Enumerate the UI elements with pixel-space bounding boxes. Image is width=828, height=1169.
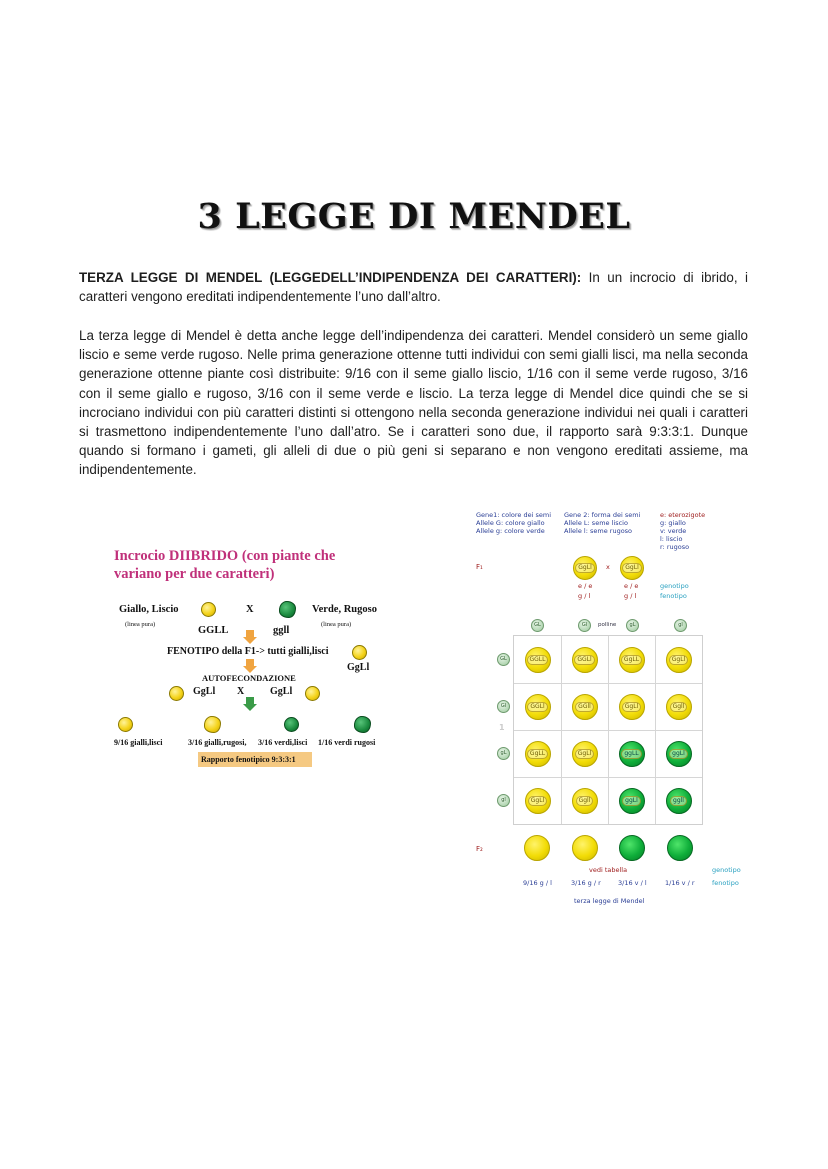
ovule-gamete-icon: GL [497,653,510,666]
cell-genotype: GgLL [527,749,548,759]
ovule-gamete-icon: gl [497,794,510,807]
cell-genotype: GgLl [575,749,594,759]
phenotype-row: g / l [624,592,637,600]
arrow-down-icon [243,697,257,711]
f1-genotype-b: GgLl [270,686,293,697]
parent1-note: (linea pura) [125,621,156,628]
cell-genotype: Ggll [670,702,688,712]
cell-genotype: GGLl [527,702,547,712]
yellow-pea-icon [572,694,598,720]
intro-text: In un incrocio di ibrido, i caratteri vengono ereditati indipendentemente l’uno dall’altro. [79,270,748,305]
cell-genotype: ggLl [622,796,641,806]
yellow-pea-icon [572,788,598,814]
page-title: 3 LEGGE DI MENDEL [197,196,631,237]
gene2-line: Allele L: seme liscio [564,519,628,527]
f2-yellow-smooth-pea-icon [524,835,550,861]
cell-genotype: GGLl [574,655,594,665]
yellow-pea-icon [525,788,551,814]
genotype1: GGLL [198,625,229,636]
parent1-label: Giallo, Liscio [119,604,179,615]
genotype2: ggll [273,625,290,636]
polline-label: polline [598,622,617,628]
gene2-line: Allele l: seme rugoso [564,527,633,535]
pollen-gamete-icon: Gl [578,619,591,632]
side-marker: 1 [499,723,505,732]
pollen-gamete-icon: gL [626,619,639,632]
punnett-cell [514,683,561,730]
parent2-label: Verde, Rugoso [312,604,377,615]
f1-parent-pea-icon [573,556,597,580]
yellow-pea-icon [525,694,551,720]
cell-genotype: ggLL [621,749,641,759]
punnett-cell [514,777,561,824]
cross-symbol: X [246,604,254,615]
f2-fraction: 3/16 g / r [571,879,601,887]
f1-cross: x [606,563,610,571]
ovule-gamete-icon: Gl [497,700,510,713]
pea-genotype: GgLl [575,563,594,573]
self-fertilization-label: AUTOFECONDAZIONE [202,673,296,683]
yellow-pea-icon [525,741,551,767]
f1-genotype: GgLl [347,662,370,673]
genotype-row: e / e [624,582,639,590]
result-label: 9/16 gialli,lisci [114,738,163,747]
yellow-pea-icon [619,647,645,673]
f2-fraction: 3/16 v / l [618,879,647,887]
punnett-cell [655,730,702,777]
f2-fraction: 1/16 v / r [665,879,695,887]
punnett-cell [561,636,608,683]
cell-genotype: GGll [575,702,594,712]
green-pea-icon [666,741,692,767]
gene1-line: Gene1: colore dei semi [476,511,551,519]
f2-yellow-wrinkled-pea-icon [572,835,598,861]
pea-genotype: GgLl [622,563,641,573]
arrow-down-icon [243,630,257,644]
result-label: 1/16 verdi rugosi [318,738,376,747]
vedi-tabella: vedi tabella [589,866,628,874]
yellow-pea-icon [525,647,551,673]
f2-green-smooth-pea-icon [619,835,645,861]
gene1-line: Allele G: colore giallo [476,519,545,527]
cell-genotype: GGLL [527,655,549,665]
yellow-pea-icon [666,647,692,673]
cell-genotype: Ggll [576,796,594,806]
yellow-smooth-pea-icon [169,686,184,701]
f1-label: F₁ [476,563,483,571]
green-wrinkled-pea-icon [279,601,296,618]
cell-genotype: GgLl [528,796,547,806]
fenotipo-label: fenotipo [712,879,739,887]
legend-line: e: eterozigote [660,511,706,519]
gene2-line: Gene 2: forma dei semi [564,511,641,519]
f1-parent-pea-icon [620,556,644,580]
yellow-smooth-pea-icon [305,686,320,701]
punnett-cell [655,683,702,730]
cross-symbol: X [237,686,245,697]
legend-line: g: giallo [660,519,686,527]
punnett-cell [561,730,608,777]
intro-lead: TERZA LEGGE DI MENDEL (LEGGEDELL’INDIPENDENZA DEI CARATTERI): [79,270,582,285]
yellow-pea-icon [572,647,598,673]
figure-title: Incrocio DIIBRIDO (con piante che variano per due caratteri) [114,548,336,582]
yellow-pea-icon [619,694,645,720]
punnett-cell [514,636,561,683]
green-pea-icon [666,788,692,814]
punnett-cell [561,683,608,730]
f2-green-wrinkled-pea-icon [667,835,693,861]
yellow-wrinkled-pea-icon [204,716,221,733]
yellow-pea-icon [572,741,598,767]
cell-genotype: ggLl [669,749,688,759]
f1-genotype-a: GgLl [193,686,216,697]
genotipo-label: genotipo [712,866,741,874]
punnett-square [513,635,703,825]
f1-phenotype: FENOTIPO della F1-> tutti gialli,lisci [167,646,329,657]
punnett-cell [608,730,655,777]
parent2-note: (linea pura) [321,621,352,628]
green-smooth-pea-icon [284,717,299,732]
punnett-cell [655,636,702,683]
genotipo-label: genotipo [660,582,689,590]
legend-line: r: rugoso [660,543,690,551]
arrow-down-icon [243,659,257,673]
punnett-cell [608,777,655,824]
legend-line: l: liscio [660,535,683,543]
gene1-line: Allele g: colore verde [476,527,545,535]
result-label: 3/16 verdi,lisci [258,738,308,747]
intro-paragraph [79,268,748,306]
yellow-pea-icon [666,694,692,720]
punnett-cell [514,730,561,777]
green-pea-icon [619,788,645,814]
green-wrinkled-pea-icon [354,716,371,733]
figure-caption: terza legge di Mendel [574,897,645,905]
f2-label: F₂ [476,845,483,853]
yellow-smooth-pea-icon [352,645,367,660]
phenotypic-ratio: Rapporto fenotipico 9:3:3:1 [201,755,296,764]
yellow-smooth-pea-icon [201,602,216,617]
punnett-cell [608,636,655,683]
pollen-gamete-icon: GL [531,619,544,632]
punnett-cell [608,683,655,730]
cell-genotype: ggll [670,796,687,806]
body-paragraph: La terza legge di Mendel è detta anche legge dell’indipendenza dei caratteri. Mendel considerò un seme giallo liscio e seme verde rugoso. Nelle prima generazione ottenne tutti individui con semi gialli lisci, ma nella seconda generazione ottenne piante così distribuite: 9/16 con il seme giallo liscio, 1/16 con il seme verde rugoso, 3/16 con il seme giallo e rugoso, 3/16 con il seme verde e liscio. La terza legge di Mendel dice quindi che se si incrociano individui con più caratteri distinti si ottengono nella seconda generazione individui nei quali i caratteri si trasmettono indipendentemente l’uno dall’atro. Se i caratteri sono due, il rapporto sarà 9:3:3:1. Dunque quando si formano i gameti, gli alleli di due o più geni si separano e non vengono ereditati assieme, ma indipendentemente. [79,328,748,478]
punnett-cell [561,777,608,824]
cell-genotype: GgLL [621,655,642,665]
punnett-cell [655,777,702,824]
legend-line: v: verde [660,527,687,535]
green-pea-icon [619,741,645,767]
result-label: 3/16 gialli,rugosi, [188,738,247,747]
fenotipo-label: fenotipo [660,592,687,600]
genotype-row: e / e [578,582,593,590]
cell-genotype: GgLl [622,702,641,712]
phenotype-row: g / l [578,592,591,600]
pollen-gamete-icon: gl [674,619,687,632]
f2-fraction: 9/16 g / l [523,879,552,887]
yellow-smooth-pea-icon [118,717,133,732]
cell-genotype: GgLl [669,655,688,665]
ovule-gamete-icon: gL [497,747,510,760]
